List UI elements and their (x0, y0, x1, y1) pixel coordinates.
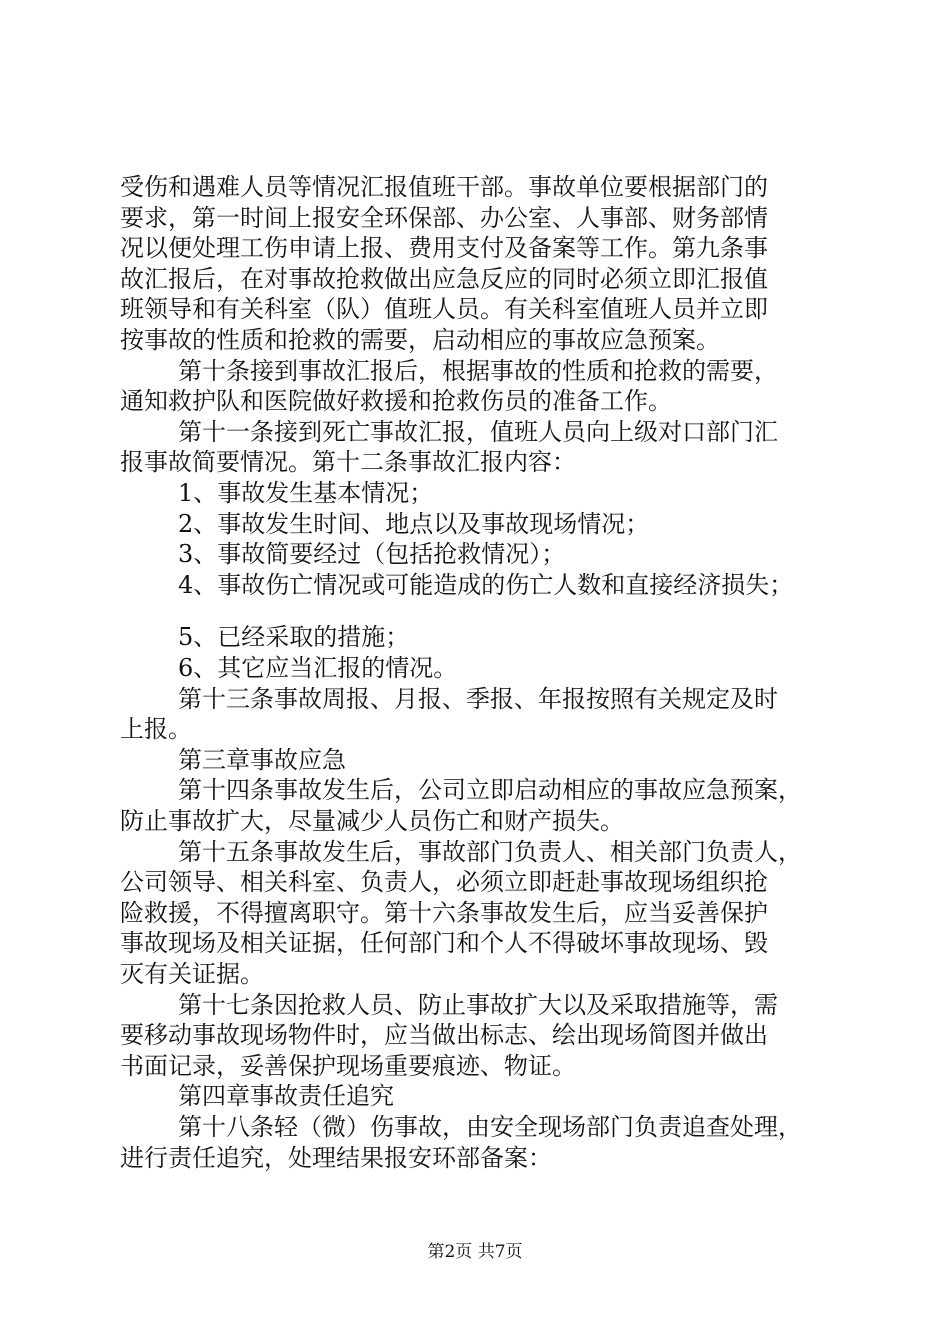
chapter-heading: 第四章事故责任追究 (178, 1082, 394, 1111)
page-footer (0, 1240, 950, 1264)
text-line: 要求，第一时间上报安全环保部、办公室、人事部、财务部情 (120, 203, 768, 232)
text-line: 进行责任追究，处理结果报安环部备案： (120, 1143, 552, 1172)
text-line: 第十四条事故发生后，公司立即启动相应的事故应急预案， (178, 776, 802, 805)
list-item: 6、其它应当汇报的情况。 (178, 654, 458, 682)
text-line: 防止事故扩大，尽量减少人员伤亡和财产损失。 (120, 807, 624, 835)
text-line: 报事故简要情况。第十二条事故汇报内容： (120, 448, 576, 477)
list-item: 2、事故发生时间、地点以及事故现场情况； (178, 509, 650, 538)
text-line: 第十三条事故周报、月报、季报、年报按照有关规定及时 (178, 684, 778, 713)
text-line: 公司领导、相关科室、负责人，必须立即赶赴事故现场组织抢 (120, 868, 768, 897)
chapter-heading: 第三章事故应急 (178, 745, 346, 774)
text-line: 书面记录，妥善保护现场重要痕迹、物证。 (120, 1051, 576, 1080)
page-number: 第2页 共7页 (427, 1242, 523, 1262)
text-line: 通知救护队和医院做好救援和抢救伤员的准备工作。 (120, 387, 672, 416)
list-item: 3、事故简要经过（包括抢救情况）； (178, 540, 566, 569)
text-line: 事故现场及相关证据，任何部门和个人不得破坏事故现场、毁 (120, 929, 768, 958)
text-line: 第十一条接到死亡事故汇报，值班人员向上级对口部门汇 (178, 417, 778, 446)
list-item: 4、事故伤亡情况或可能造成的伤亡人数和直接经济损失； (178, 570, 794, 599)
text-line: 上报。 (120, 715, 192, 744)
text-line: 险救援，不得擅离职守。第十六条事故发生后，应当妥善保护 (120, 898, 768, 927)
text-line: 灭有关证据。 (120, 960, 264, 988)
text-line: 受伤和遇难人员等情况汇报值班干部。事故单位要根据部门的 (120, 173, 768, 201)
text-line: 按事故的性质和抢救的需要，启动相应的事故应急预案。 (120, 326, 720, 354)
list-item: 5、已经采取的措施； (178, 623, 410, 652)
text-line: 班领导和有关科室（队）值班人员。有关科室值班人员并立即 (120, 295, 768, 324)
text-line: 第十七条因抢救人员、防止事故扩大以及采取措施等，需 (178, 990, 778, 1019)
text-line: 第十五条事故发生后，事故部门负责人、相关部门负责人， (178, 837, 802, 866)
text-line: 故汇报后，在对事故抢救做出应急反应的同时必须立即汇报值 (120, 264, 768, 293)
text-line: 第十条接到事故汇报后，根据事故的性质和抢救的需要， (178, 356, 778, 385)
text-line: 况以便处理工伤申请上报、费用支付及备案等工作。第九条事 (120, 234, 768, 263)
list-item: 1、事故发生基本情况； (178, 479, 434, 507)
text-line: 第十八条轻（微）伤事故，由安全现场部门负责追查处理， (178, 1113, 802, 1141)
text-line: 要移动事故现场物件时，应当做出标志、绘出现场简图并做出 (120, 1021, 768, 1050)
